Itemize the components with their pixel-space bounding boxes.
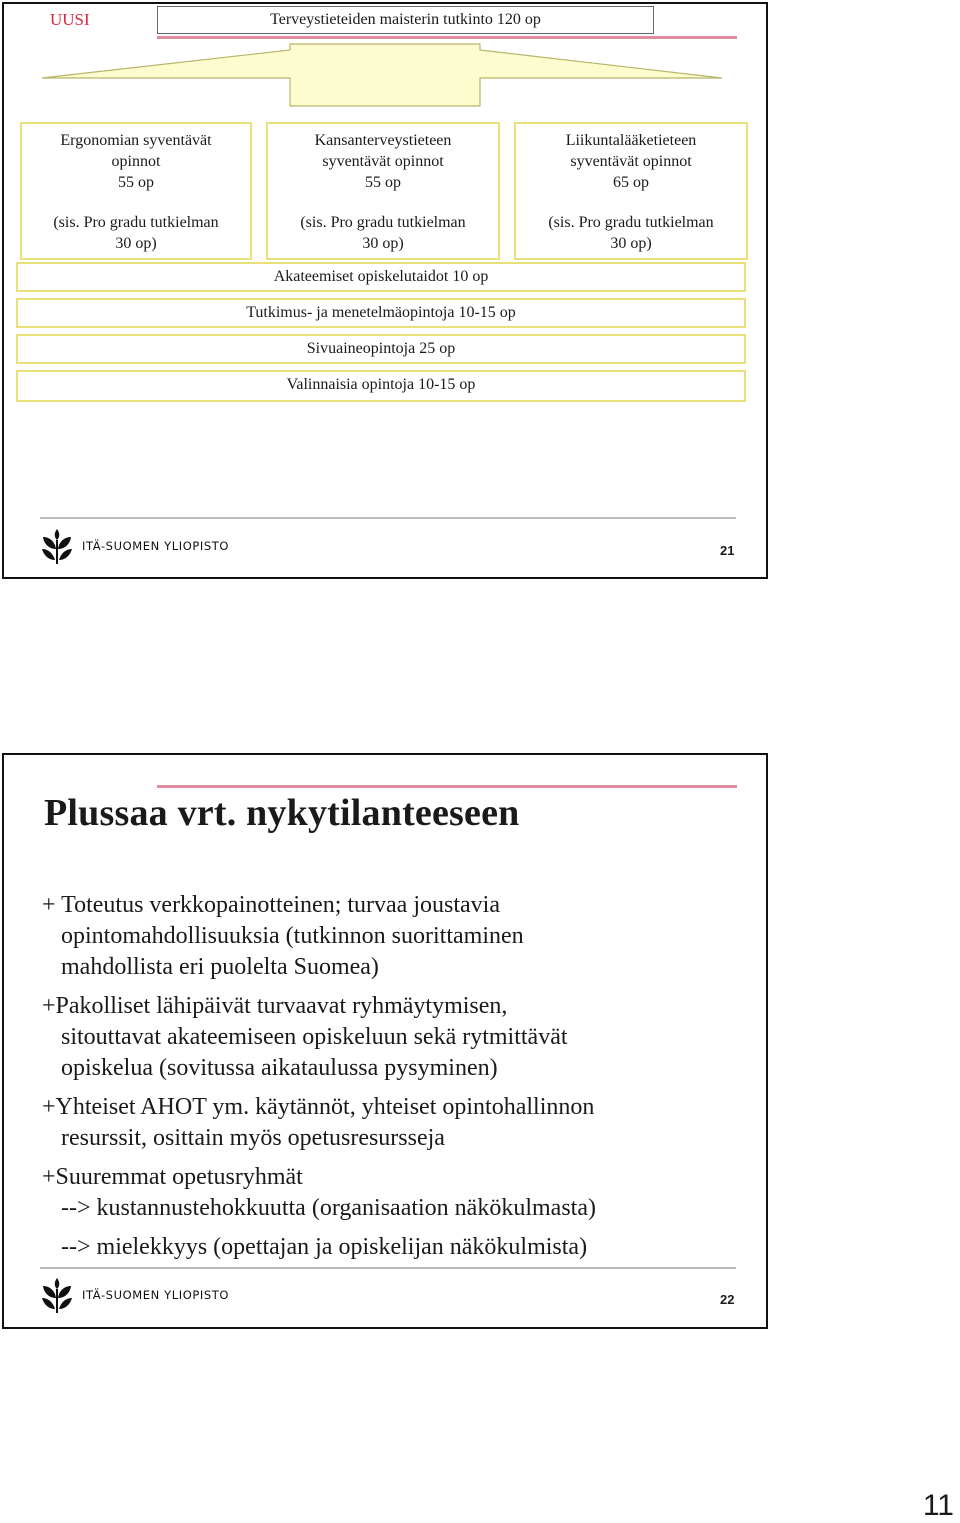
spec-name: Ergonomian syventävät <box>60 132 212 149</box>
title-rule <box>157 785 737 788</box>
spec-thesis-credits: 30 op) <box>610 235 652 252</box>
bullet-line: sitouttavat akateemiseen opiskeluun sekä rytmittävät <box>61 1024 568 1050</box>
spec-name-cont: syventävät opinnot <box>570 153 692 170</box>
slide-title: Plussaa vrt. nykytilanteeseen <box>44 792 520 834</box>
degree-title: Terveystieteiden maisterin tutkinto 120 op <box>157 6 654 34</box>
footer-rule <box>40 1267 736 1269</box>
spec-credits: 55 op <box>365 174 401 191</box>
spec-thesis-credits: 30 op) <box>115 235 157 252</box>
spec-box-ergonomics <box>20 122 252 260</box>
spec-credits: 55 op <box>118 174 154 191</box>
spec-thesis-note: (sis. Pro gradu tutkielman <box>53 214 219 231</box>
bullet-item <box>42 890 762 983</box>
bullet-line: opiskelua (sovitussa aikataulussa pysyminen) <box>61 1055 498 1081</box>
spec-name-cont: opinnot <box>111 153 161 170</box>
new-badge: UUSI <box>50 10 90 29</box>
leaf-logo-icon <box>40 527 74 565</box>
bullet-line: --> kustannustehokkuutta (organisaation näkökulmasta) <box>61 1195 596 1221</box>
band-minor-studies: Sivuaineopintoja 25 op <box>16 334 746 364</box>
band-elective-studies: Valinnaisia opintoja 10-15 op <box>16 370 746 402</box>
spec-thesis-note: (sis. Pro gradu tutkielman <box>548 214 714 231</box>
bullet-line: +Suuremmat opetusryhmät <box>42 1164 303 1190</box>
leaf-logo-icon <box>40 1276 74 1314</box>
band-research-methods: Tutkimus- ja menetelmäopintoja 10-15 op <box>16 298 746 328</box>
title-rule <box>157 36 737 39</box>
spec-thesis-credits: 30 op) <box>362 235 404 252</box>
bullet-line: +Yhteiset AHOT ym. käytännöt, yhteiset opintohallinnon <box>42 1094 595 1120</box>
logo-text: ITÄ-SUOMEN YLIOPISTO <box>82 539 230 553</box>
spec-name: Liikuntalääketieteen <box>565 132 697 149</box>
bullet-line: --> mielekkyys (opettajan ja opiskelijan näkökulmista) <box>61 1234 588 1260</box>
upward-arrow-shape <box>40 42 730 110</box>
bullet-line: +Pakolliset lähipäivät turvaavat ryhmäytymisen, <box>42 993 508 1019</box>
spec-box-sports-medicine <box>514 122 748 260</box>
bullet-item <box>42 991 762 1084</box>
bullet-item <box>42 1162 762 1263</box>
bullet-item <box>42 1092 762 1154</box>
spec-thesis-note: (sis. Pro gradu tutkielman <box>300 214 466 231</box>
slide-21 <box>2 2 768 579</box>
bullet-line: mahdollista eri puolelta Suomea) <box>61 954 379 980</box>
band-academic-skills: Akateemiset opiskelutaidot 10 op <box>16 262 746 292</box>
slide-22 <box>2 753 768 1329</box>
university-logo <box>40 1276 229 1314</box>
logo-text: ITÄ-SUOMEN YLIOPISTO <box>82 1288 230 1302</box>
bullet-line: resurssit, osittain myös opetusresursseja <box>61 1125 445 1151</box>
bullet-line: opintomahdollisuuksia (tutkinnon suorittaminen <box>61 923 524 949</box>
spec-box-public-health <box>266 122 500 260</box>
footer-rule <box>40 517 736 519</box>
spec-name: Kansanterveystieteen <box>314 132 452 149</box>
bullet-list <box>42 890 762 1271</box>
spec-credits: 65 op <box>613 174 649 191</box>
spec-name-cont: syventävät opinnot <box>322 153 444 170</box>
slide-page-number: 22 <box>720 1292 735 1307</box>
university-logo <box>40 527 229 565</box>
sheet-page-number: 11 <box>922 1489 954 1522</box>
slide-page-number: 21 <box>720 543 735 558</box>
bullet-line: + Toteutus verkkopainotteinen; turvaa joustavia <box>42 892 500 918</box>
